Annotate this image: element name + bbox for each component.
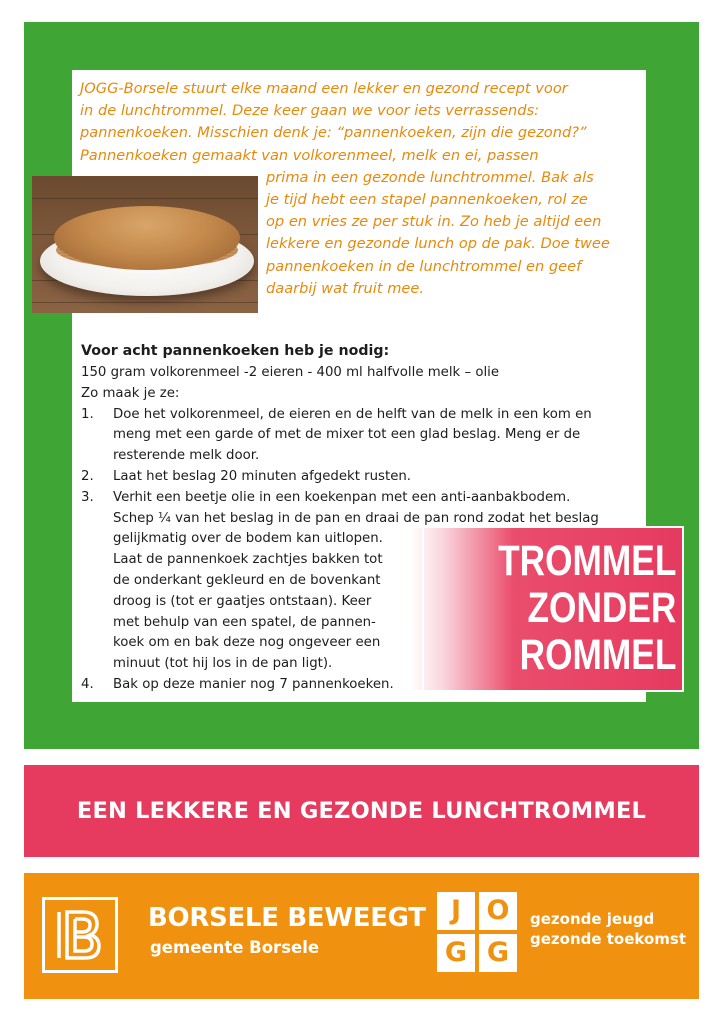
- jogg-logo: [437, 892, 517, 972]
- intro-line: JOGG-Borsele stuurt elke maand een lekker en gezond recept voor: [80, 80, 568, 97]
- jogg-tagline: [530, 909, 686, 949]
- slogan-text: EEN LEKKERE EN GEZONDE LUNCHTROMMEL: [76, 798, 647, 824]
- ingredients: 150 gram volkorenmeel -2 eieren - 400 ml halfvolle melk – olie: [81, 365, 500, 380]
- step-number: 3.: [81, 489, 94, 505]
- banner-line: ROMMEL: [519, 631, 676, 679]
- step-line: koek om en bak deze nog ongeveer een: [113, 635, 381, 651]
- step-line: Bak op deze manier nog 7 pannenkoeken.: [113, 676, 394, 692]
- jogg-tile: G: [437, 934, 475, 972]
- banner-line: TROMMEL: [497, 537, 676, 585]
- step-line: droog is (tot er gaatjes ontstaan). Keer: [113, 593, 372, 609]
- tagline-line: gezonde toekomst: [530, 930, 687, 948]
- step-number: 4.: [81, 676, 94, 692]
- step-number: 2.: [81, 468, 94, 484]
- step-line: Laat de pannenkoek zachtjes bakken tot: [113, 552, 383, 568]
- step-1: [81, 405, 641, 467]
- intro-line: Pannenkoeken gemaakt van volkorenmeel, melk en ei, passen: [80, 146, 539, 164]
- jogg-tile: G: [479, 934, 517, 972]
- step-line: gelijkmatig over de bodem kan uitlopen.: [113, 531, 383, 547]
- jogg-tile: O: [479, 892, 517, 930]
- banner-line: ZONDER: [527, 584, 676, 632]
- brand-name: BORSELE BEWEEGT: [148, 903, 426, 933]
- intro-line: pannenkoeken in de lunchtrommel en geef: [266, 257, 582, 275]
- intro-line: lekkere en gezonde lunch op de pak. Doe twee: [266, 235, 610, 253]
- step-line: minuut (tot hij los in de pan ligt).: [113, 656, 333, 672]
- method-intro: Zo maak je ze:: [81, 385, 180, 401]
- pancake-photo: [32, 176, 258, 313]
- intro-line: op en vries ze per stuk in. Zo heb je altijd een: [266, 213, 602, 231]
- b-logo-icon: [42, 897, 118, 973]
- tagline-line: gezonde jeugd: [530, 910, 655, 928]
- slogan-bar: [24, 765, 699, 857]
- banner-title: [498, 538, 676, 679]
- pancake-top: [54, 206, 240, 270]
- step-line: met behulp van een spatel, de pannen-: [113, 614, 376, 630]
- step-2: [81, 467, 641, 488]
- recipe-heading: Voor acht pannenkoeken heb je nodig:: [81, 343, 390, 359]
- intro-line: in de lunchtrommel. Deze keer gaan we voor iets verrassends:: [80, 102, 540, 120]
- step-line: Schep ¼ van het beslag in de pan en draai de pan rond zodat het beslag: [113, 510, 599, 526]
- brand-subtitle: gemeente Borsele: [150, 938, 320, 957]
- step-number: 1.: [81, 406, 94, 422]
- intro-line: prima in een gezonde lunchtrommel. Bak als: [266, 168, 594, 186]
- step-line: Doe het volkorenmeel, de eieren en de helft van de melk in een kom en: [113, 406, 592, 422]
- jogg-tile: J: [437, 892, 475, 930]
- intro-line: je tijd hebt een stapel pannenkoeken, rol ze: [266, 191, 588, 209]
- intro-line: pannenkoeken. Misschien denk je: “pannenkoeken, zijn die gezond?”: [80, 124, 587, 142]
- intro-line: daarbij wat fruit mee.: [266, 279, 425, 297]
- step-line: de onderkant gekleurd en de bovenkant: [113, 572, 381, 588]
- step-line: meng met een garde of met de mixer tot een glad beslag. Meng er de: [113, 427, 581, 443]
- step-line: Laat het beslag 20 minuten afgedekt rusten.: [113, 468, 412, 484]
- step-line: resterende melk door.: [113, 448, 260, 464]
- step-line: Verhit een beetje olie in een koekenpan met een anti-aanbakbodem.: [113, 489, 571, 505]
